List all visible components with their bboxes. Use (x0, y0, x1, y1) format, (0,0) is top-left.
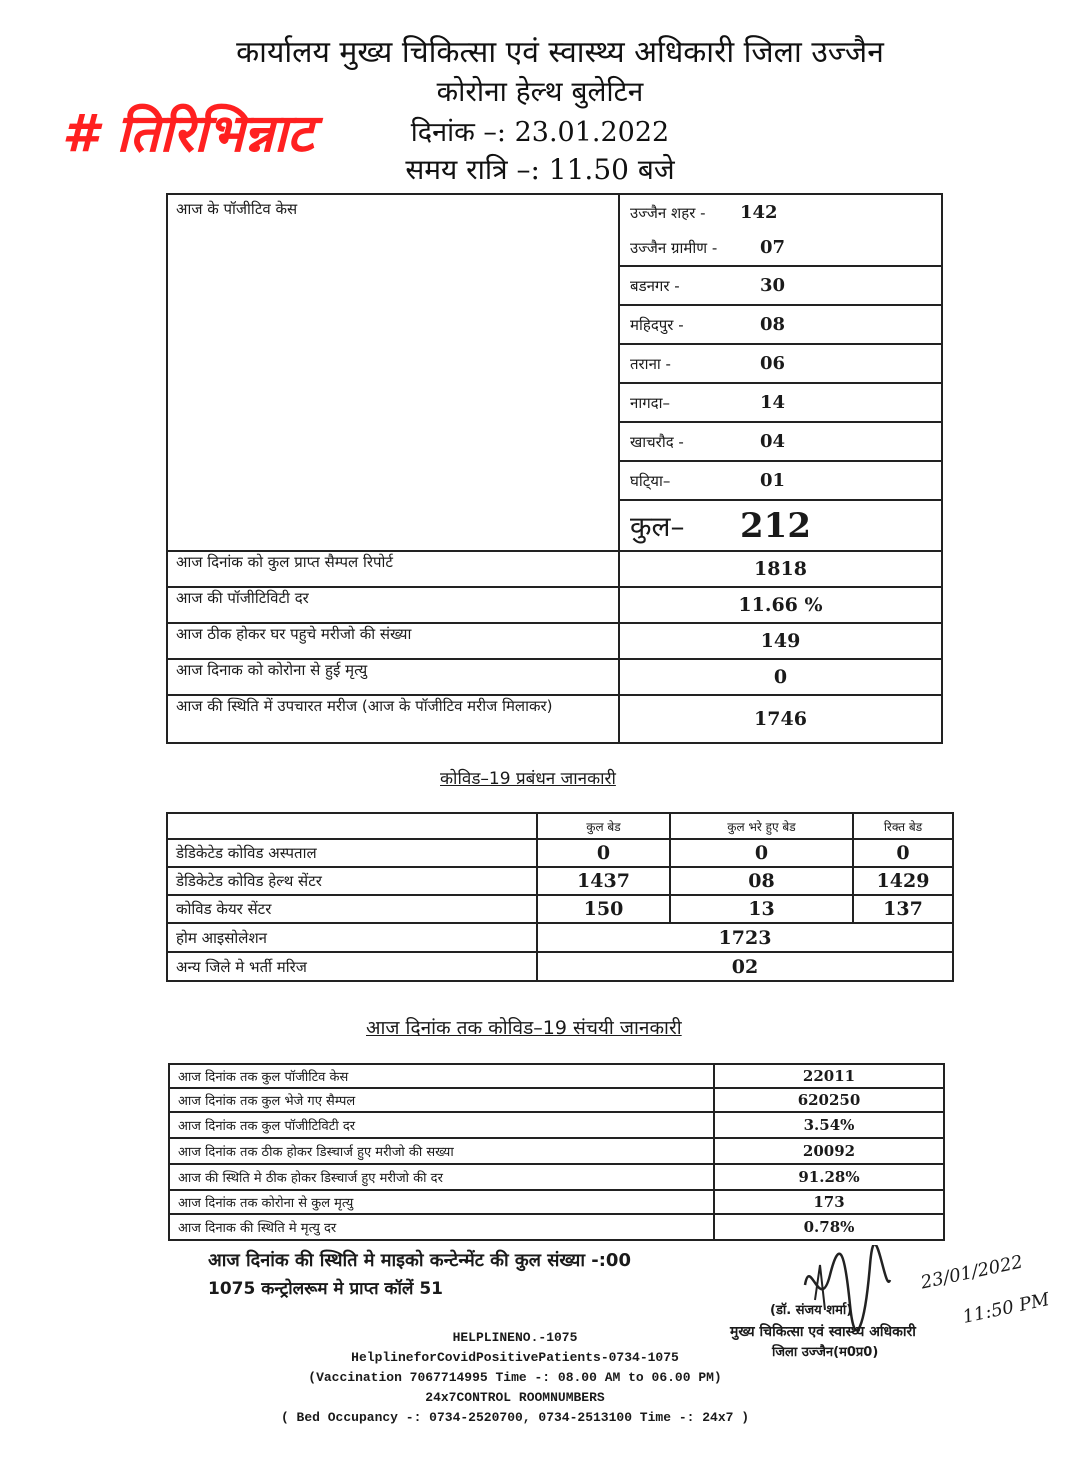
cumulative-label: आज दिनांक तक ठीक होकर डिस्चार्ज हुए मरीजो की सख्या (169, 1138, 714, 1164)
stat-value: 1818 (619, 551, 942, 587)
area-row (620, 230, 941, 265)
signatory-district: जिला उज्जैन(म0प्र0) (772, 1345, 879, 1360)
bulletin-title: कोरोना हेल्थ बुलेटिन (436, 75, 644, 108)
cumulative-label: आज दिनांक तक कुल पॉजीटिविटी दर (169, 1112, 714, 1138)
total-value: 212 (740, 505, 811, 546)
cumulative-value: 20092 (714, 1138, 944, 1164)
home-isolation-value: 1723 (537, 923, 953, 952)
area-value: 07 (760, 237, 786, 258)
area-row (620, 460, 941, 499)
filled-beds: 0 (670, 839, 853, 867)
cumulative-title: आज दिनांक तक कोविड–19 संचयी जानकारी (366, 1017, 682, 1039)
area-row (620, 265, 941, 304)
vacant-beds: 1429 (853, 867, 953, 895)
area-row (620, 195, 941, 230)
area-row (620, 343, 941, 382)
total-row (620, 499, 941, 550)
footer-control-room: 24x7CONTROL ROOMNUMBERS (425, 1390, 605, 1405)
stat-value: 0 (619, 659, 942, 695)
today-positive-label (167, 194, 619, 551)
area-value: 06 (760, 353, 786, 374)
area-name: बडनगर - (630, 276, 680, 295)
area-row (620, 382, 941, 421)
today-positive-heading: आज के पॉजीटिव केस (176, 200, 298, 218)
footer-bed-occupancy: ( Bed Occupancy -: 0734-2520700, 0734-2513100 Time -: 24x7 ) (280, 1410, 750, 1425)
area-value: 04 (760, 431, 786, 452)
col-header-vacant-beds: रिक्त बेड (853, 813, 953, 839)
area-value: 08 (760, 314, 786, 335)
handwritten-time: 11:50 PM (960, 1289, 1052, 1328)
containment-line: आज दिनांक की स्थिति मे माइको कन्टेन्मेंट की कुल संख्या -:00 (208, 1250, 631, 1271)
footer-helpline: HELPLINENO.-1075 (452, 1330, 578, 1345)
today-cases-table (166, 193, 943, 744)
area-name: महिदपुर - (630, 315, 684, 334)
management-title: कोविड–19 प्रबंधन जानकारी (440, 769, 616, 789)
facility-label: डेडिकेटेड कोविड हेल्थ सेंटर (167, 867, 537, 895)
facility-label: कोविड केयर सेंटर (167, 895, 537, 923)
col-header-total-beds: कुल बेड (537, 813, 670, 839)
control-room-line: 1075 कन्ट्रोलरूम मे प्राप्त कॉलें 51 (208, 1279, 443, 1299)
stat-value: 11.66 % (619, 587, 942, 623)
area-value: 142 (740, 202, 778, 223)
footer-vaccination: (Vaccination 7067714995 Time -: 08.00 AM to 06.00 PM) (308, 1370, 722, 1385)
stat-label: आज ठीक होकर घर पहुचे मरीजो की संख्या (167, 623, 619, 659)
area-name: घटि्या– (630, 471, 671, 490)
office-title: कार्यालय मुख्य चिकित्सा एवं स्वास्थ्य अधिकारी जिला उज्जैन (236, 35, 884, 70)
filled-beds: 08 (670, 867, 853, 895)
area-row (620, 421, 941, 460)
filled-beds: 13 (670, 895, 853, 923)
total-beds: 150 (537, 895, 670, 923)
stat-label: आज की पॉजीटिविटी दर (167, 587, 619, 623)
total-beds: 1437 (537, 867, 670, 895)
cumulative-label: आज दिनांक तक कोरोना से कुल मृत्यु (169, 1190, 714, 1214)
total-beds: 0 (537, 839, 670, 867)
total-label: कुल– (630, 509, 685, 543)
stat-label: आज की स्थिति में उपचारत मरीज (आज के पॉजीटिव मरीज मिलाकर) (167, 695, 619, 743)
cumulative-label: आज दिनांक तक कुल भेजे गए सैम्पल (169, 1088, 714, 1112)
cumulative-value: 0.78% (714, 1214, 944, 1240)
stat-label: आज दिनाक को कोरोना से हुई मृत्यु (167, 659, 619, 695)
vacant-beds: 137 (853, 895, 953, 923)
cumulative-value: 173 (714, 1190, 944, 1214)
area-name: उज्जैन शहर - (630, 203, 706, 222)
cumulative-value: 22011 (714, 1064, 944, 1088)
stat-value: 149 (619, 623, 942, 659)
facility-label: डेडिकेटेड कोविड अस्पताल (167, 839, 537, 867)
cumulative-table (168, 1063, 945, 1241)
cumulative-value: 91.28% (714, 1164, 944, 1190)
area-value: 01 (760, 470, 786, 491)
col-header-filled-beds: कुल भरे हुए बेड (670, 813, 853, 839)
area-value: 14 (760, 392, 786, 413)
footer-block (0, 1328, 1080, 1428)
cumulative-label: आज दिनाक की स्थिति मे मृत्यु दर (169, 1214, 714, 1240)
area-name: उज्जैन ग्रामीण - (630, 238, 718, 257)
footer-covid-helpline: HelplineforCovidPositivePatients-0734-1075 (351, 1350, 679, 1365)
stat-label: आज दिनांक को कुल प्राप्त सैम्पल रिपोर्ट (167, 551, 619, 587)
area-name: तराना - (630, 354, 671, 373)
cumulative-value: 3.54% (714, 1112, 944, 1138)
stat-value: 1746 (619, 695, 942, 743)
area-row (620, 304, 941, 343)
other-district-value: 02 (537, 952, 953, 981)
management-table (166, 812, 954, 982)
bulletin-time: समय रात्रि –: 11.50 बजे (405, 153, 675, 186)
cumulative-label: आज दिनांक तक कुल पॉजीटिव केस (169, 1064, 714, 1088)
hashtag-watermark: # तिरिभिन्नाट (62, 104, 314, 164)
cumulative-value: 620250 (714, 1088, 944, 1112)
other-district-label: अन्य जिले मे भर्ती मरिज (167, 952, 537, 981)
signatory-name: (डॉ. संजय शर्मा) (770, 1303, 853, 1318)
area-breakdown-cell (619, 194, 942, 551)
vacant-beds: 0 (853, 839, 953, 867)
area-name: नागदा– (630, 393, 671, 412)
bulletin-date: दिनांक –: 23.01.2022 (410, 117, 670, 148)
handwritten-date: 23/01/2022 (918, 1251, 1025, 1294)
header-blank (167, 813, 537, 839)
area-name: खाचरौद - (630, 432, 684, 451)
home-isolation-label: होम आइसोलेशन (167, 923, 537, 952)
signatory-designation: मुख्य चिकित्सा एवं स्वास्थ्य अधिकारी (730, 1324, 916, 1340)
cumulative-label: आज की स्थिति मे ठीक होकर डिस्चार्ज हुए मरीजो की दर (169, 1164, 714, 1190)
area-value: 30 (760, 275, 786, 296)
